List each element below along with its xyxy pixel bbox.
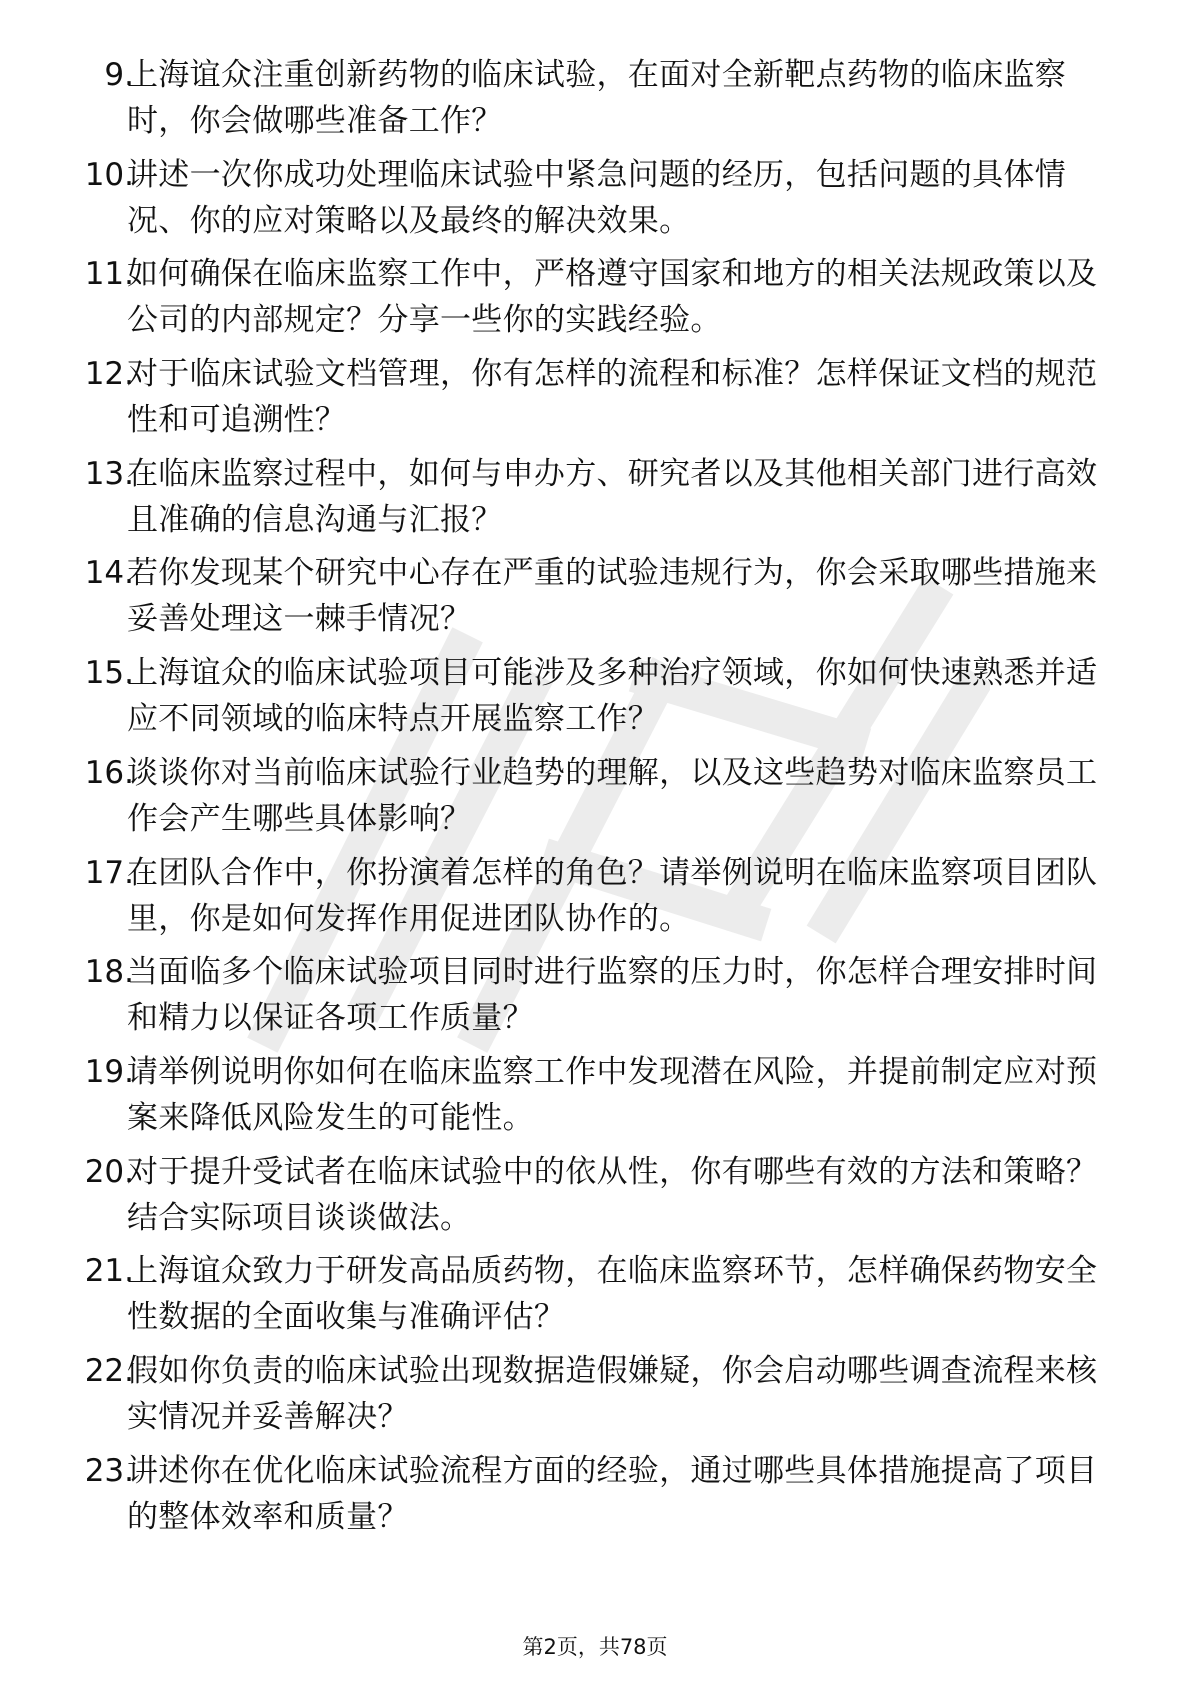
question-text: 假如你负责的临床试验出现数据造假嫌疑，你会启动哪些调查流程来核实情况并妥善解决？ (127, 1352, 1098, 1435)
question-item (0, 1448, 1190, 1548)
question-number: 13. (84, 455, 134, 492)
question-text: 讲述一次你成功处理临床试验中紧急问题的经历，包括问题的具体情况、你的应对策略以及最终的解决效果。 (127, 156, 1066, 239)
question-text: 对于提升受试者在临床试验中的依从性，你有哪些有效的方法和策略？结合实际项目谈谈做法。 (127, 1153, 1098, 1236)
question-text: 对于临床试验文档管理，你有怎样的流程和标准？怎样保证文档的规范性和可追溯性？ (127, 356, 1098, 439)
question-number: 9. (104, 57, 134, 93)
question-number: 11. (84, 256, 134, 293)
question-item (0, 650, 1190, 750)
question-text: 如何确保在临床监察工作中，严格遵守国家和地方的相关法规政策以及公司的内部规定？分享一些你的实践经验。 (127, 256, 1098, 339)
question-number: 23. (84, 1452, 134, 1489)
question-list (0, 52, 1190, 1547)
question-text: 上海谊众致力于研发高品质药物，在临床监察环节，怎样确保药物安全性数据的全面收集与准确评估？ (127, 1253, 1098, 1336)
question-number: 10. (84, 156, 134, 193)
question-number: 20. (84, 1153, 134, 1190)
question-item (0, 152, 1190, 252)
question-item (0, 949, 1190, 1049)
question-number: 18. (84, 954, 134, 991)
question-text: 当面临多个临床试验项目同时进行监察的压力时，你怎样合理安排时间和精力以保证各项工作质量？ (127, 954, 1098, 1037)
question-item (0, 1348, 1190, 1448)
question-text: 若你发现某个研究中心存在严重的试验违规行为，你会采取哪些措施来妥善处理这一棘手情况？ (127, 555, 1098, 638)
question-number: 15. (84, 655, 134, 692)
question-text: 谈谈你对当前临床试验行业趋势的理解，以及这些趋势对临床监察员工作会产生哪些具体影响？ (127, 754, 1098, 837)
question-item (0, 52, 1190, 152)
question-item (0, 451, 1190, 551)
question-text: 讲述你在优化临床试验流程方面的经验，通过哪些具体措施提高了项目的整体效率和质量？ (127, 1452, 1098, 1535)
question-number: 12. (84, 356, 134, 393)
question-number: 17. (84, 854, 134, 891)
question-text: 上海谊众注重创新药物的临床试验，在面对全新靶点药物的临床监察时，你会做哪些准备工作？ (127, 57, 1066, 139)
question-item (0, 850, 1190, 950)
question-number: 16. (84, 754, 134, 791)
question-item (0, 1149, 1190, 1249)
question-number: 21. (84, 1253, 134, 1290)
question-text: 在团队合作中，你扮演着怎样的角色？请举例说明在临床监察项目团队里，你是如何发挥作用促进团队协作的。 (127, 854, 1098, 937)
question-number: 19. (84, 1053, 134, 1090)
question-text: 上海谊众的临床试验项目可能涉及多种治疗领域，你如何快速熟悉并适应不同领域的临床特点开展监察工作？ (127, 655, 1098, 738)
question-item (0, 550, 1190, 650)
question-item (0, 1248, 1190, 1348)
page-footer (0, 1632, 1190, 1662)
question-number: 22. (84, 1352, 134, 1389)
question-number: 14. (84, 555, 134, 592)
question-item (0, 251, 1190, 351)
question-text: 在临床监察过程中，如何与申办方、研究者以及其他相关部门进行高效且准确的信息沟通与汇报？ (127, 455, 1098, 538)
question-item (0, 750, 1190, 850)
page-number-label: 第2页，共78页 (522, 1635, 668, 1659)
question-text: 请举例说明你如何在临床监察工作中发现潜在风险，并提前制定应对预案来降低风险发生的可能性。 (127, 1053, 1098, 1136)
question-item (0, 1049, 1190, 1149)
question-item (0, 351, 1190, 451)
